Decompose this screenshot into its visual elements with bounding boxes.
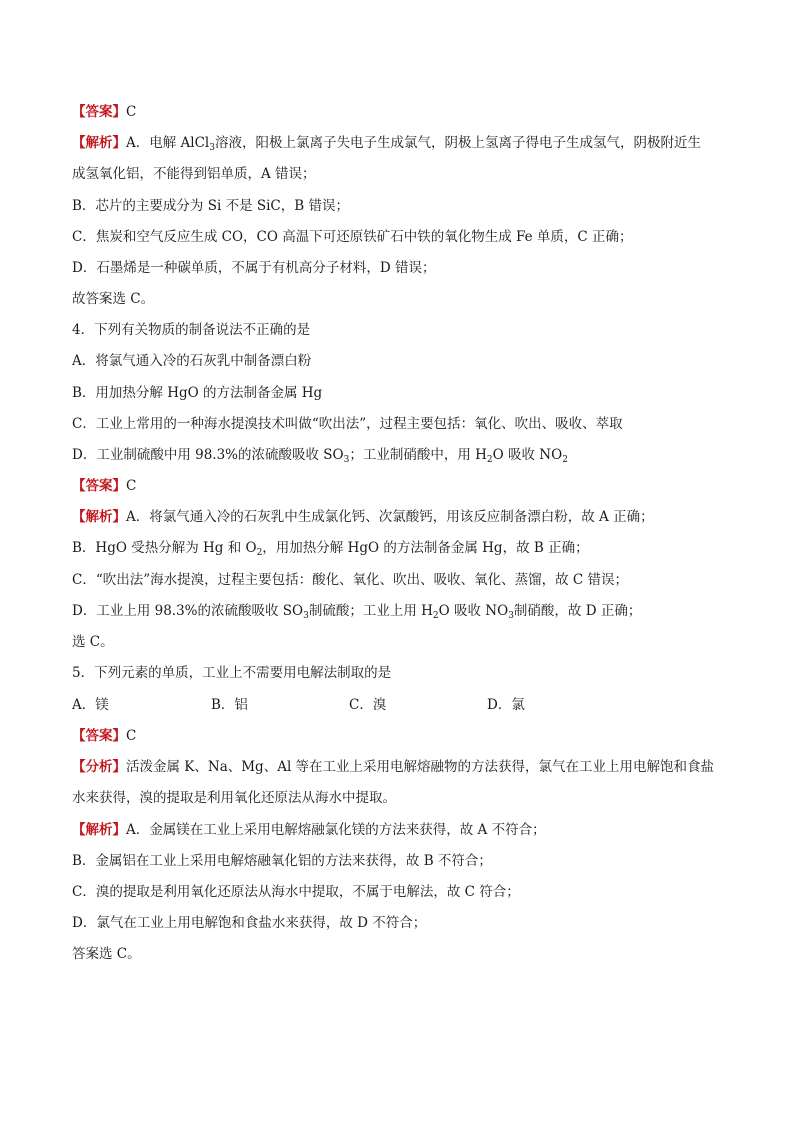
analysis-tag: 【解析】 (72, 822, 126, 838)
q5-analysis-b: B．金属铝在工业上采用电解熔融氧化铝的方法来获得，故 B 不符合； (72, 853, 492, 869)
q4-analysis-d: D．工业上用 98.3%的浓硫酸吸收 $SO_3$制硫酸；工业上用 $H_2O$ 吸收 $NO_3$制硝酸，故 D 正确； (72, 603, 642, 621)
q5-analysis-d: D．氯气在工业上用电解饱和食盐水来获得，故 D 不符合； (72, 915, 427, 931)
answer-tag: 【答案】 (72, 728, 126, 744)
q4-option-c: C．工业上常用的一种海水提溴技术叫做“吹出法”，过程主要包括：氧化、吹出、吸收、萃取 (72, 416, 623, 432)
q4-analysis-a: 【解析】A．将氯气通入冷的石灰乳中生成氯化钙、次氯酸钙，用该反应制备漂白粉，故 A 正确； (72, 509, 654, 525)
analysis-tag: 【解析】 (72, 509, 126, 525)
q3-analysis-a-cont: 成氢氧化铝，不能得到铝单质，A 错误； (72, 166, 316, 182)
answer-tag: 【答案】 (72, 104, 126, 120)
q5-stem: 5．下列元素的单质，工业上不需要用电解法制取的是 (72, 665, 392, 681)
q5-analysis-a: 【解析】A．金属镁在工业上采用电解熔融氯化镁的方法来获得，故 A 不符合； (72, 822, 546, 838)
analysis-tag: 【解析】 (72, 135, 126, 151)
q5-answer-line (72, 727, 136, 745)
answer-value: C (126, 728, 137, 744)
q5-option-c: C．溴 (349, 697, 387, 713)
q3-analysis-a: 【解析】A．电解 AlCl$_3$溶液，阳极上氯离子失电子生成氯气，阴极上氢离子得电子生成氢气，阴极附近生 (72, 135, 701, 153)
q5-analysis-intro-cont: 水来获得，溴的提取是利用氧化还原法从海水中提取。 (72, 790, 396, 806)
q4-option-a: A．将氯气通入冷的石灰乳中制备漂白粉 (72, 353, 312, 369)
q4-stem: 4．下列有关物质的制备说法不正确的是 (72, 322, 311, 338)
q5-option-b: B．铝 (211, 697, 248, 713)
q5-analysis-c: C．溴的提取是利用氧化还原法从海水中提取，不属于电解法，故 C 符合； (72, 884, 520, 900)
q3-analysis-b: B．芯片的主要成分为 Si 不是 SiC，B 错误； (72, 198, 349, 214)
q4-conclusion: 选 C。 (72, 634, 114, 650)
q4-option-d: D．工业制硫酸中用 98.3%的浓硫酸吸收 $SO_3$；工业制硝酸中，用 $H_2O$ 吸收 $NO_2$ (72, 447, 568, 465)
answer-value: C (126, 478, 137, 494)
q3-conclusion: 故答案选 C。 (72, 291, 155, 307)
q3-analysis-d: D．石墨烯是一种碳单质，不属于有机高分子材料，D 错误； (72, 260, 436, 276)
q5-conclusion: 答案选 C。 (72, 946, 141, 962)
q4-option-b: B．用加热分解 HgO 的方法制备金属 Hg (72, 385, 323, 401)
q4-answer-line (72, 477, 136, 495)
q5-option-a: A．镁 (72, 697, 109, 713)
answer-tag: 【答案】 (72, 478, 126, 494)
fenxi-tag: 【分析】 (72, 759, 126, 775)
q4-analysis-c: C．“吹出法”海水提溴，过程主要包括：酸化、氧化、吹出、吸收、氧化、蒸馏，故 C 错误； (72, 572, 629, 588)
q5-analysis-intro: 【分析】活泼金属 K、Na、Mg、Al 等在工业上采用电解熔融物的方法获得，氯气在工业上用电解饱和食盐 (72, 759, 715, 775)
answer-value: C (126, 104, 137, 120)
q3-analysis-c: C．焦炭和空气反应生成 CO，CO 高温下可还原铁矿石中铁的氧化物生成 Fe 单质，C 正确； (72, 229, 633, 245)
q5-option-d: D．氯 (487, 697, 525, 713)
q3-answer-line (72, 103, 136, 121)
q5-options (72, 696, 532, 714)
q4-analysis-b: B．HgO 受热分解为 Hg 和 $O_2$，用加热分解 HgO 的方法制备金属 Hg，故 B 正确； (72, 540, 589, 558)
